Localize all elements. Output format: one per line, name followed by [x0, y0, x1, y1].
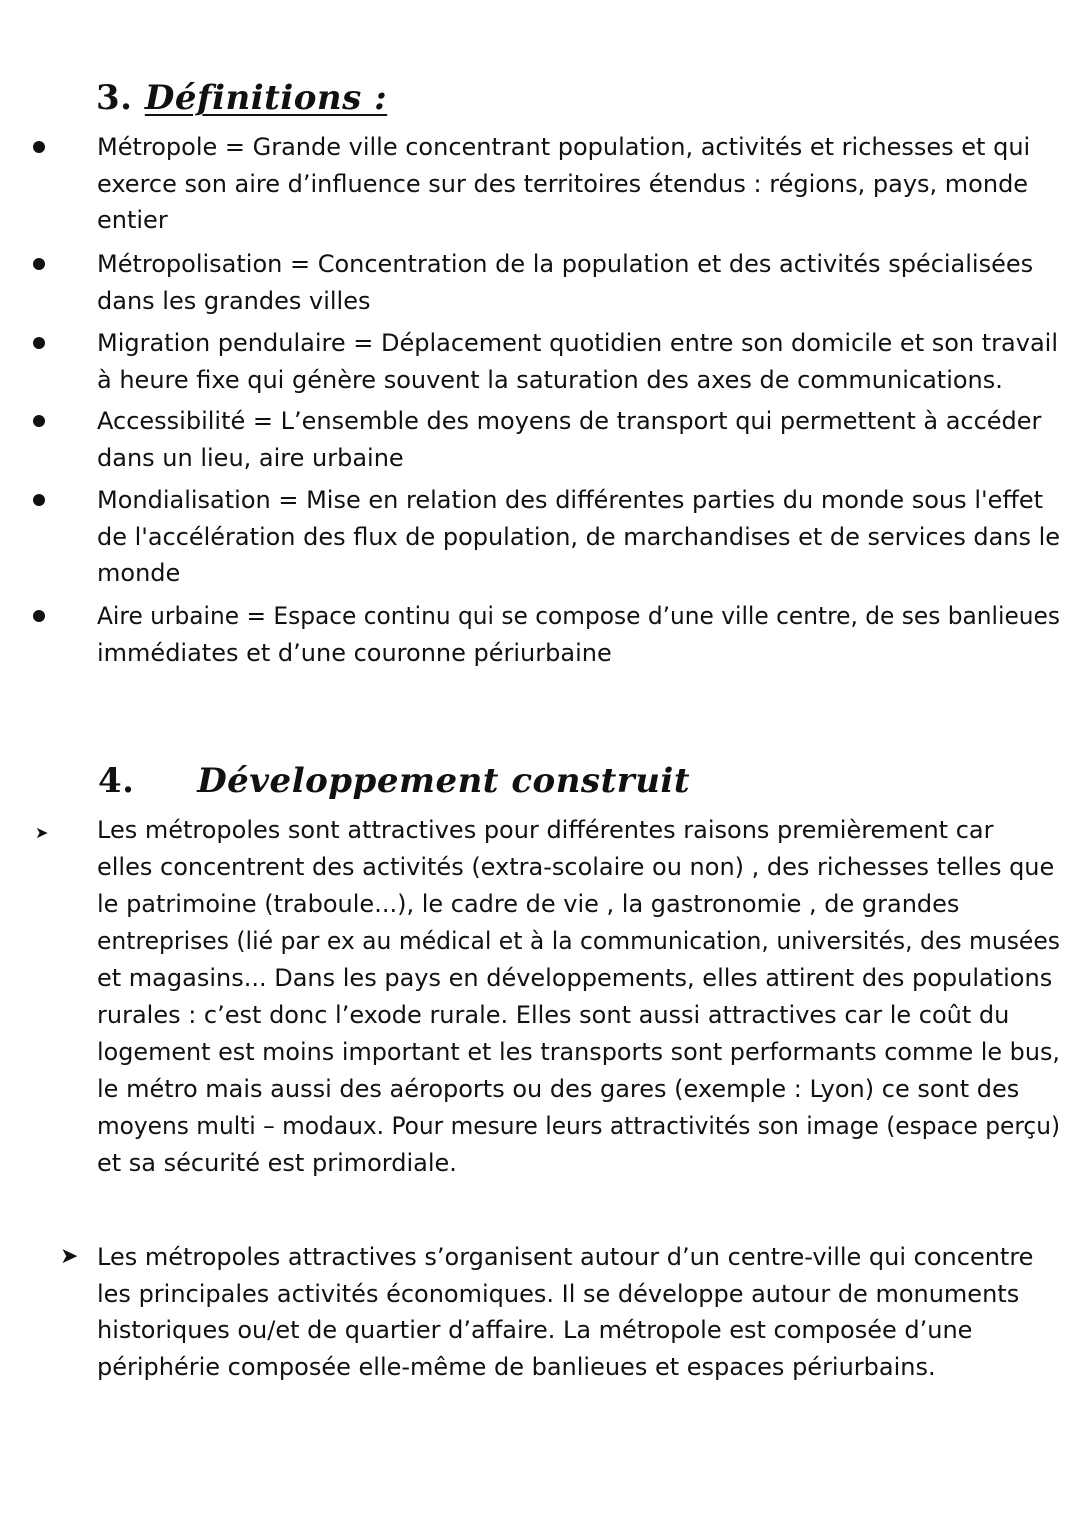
paragraph-attractivite: [97, 812, 1061, 1182]
definition-line: dans un lieu, aire urbaine: [97, 443, 404, 472]
definition-line: exerce son aire d’influence sur des territoires étendus : régions, pays, monde: [97, 169, 1029, 198]
definition-metropolisation: [97, 246, 1034, 319]
paragraph-line: Les métropoles attractives s’organisent autour d’un centre-ville qui concentre: [97, 1243, 1034, 1271]
bullet-dot-icon: [33, 258, 45, 270]
paragraph-line: les principales activités économiques. Il se développe autour de monuments: [97, 1279, 1020, 1308]
paragraph-line: Les métropoles sont attractives pour différentes raisons premièrement car: [97, 816, 994, 844]
definition-line: entier: [97, 206, 168, 234]
paragraph-line: périphérie composée elle-même de banlieues et espaces périurbains.: [97, 1352, 936, 1381]
bullet-dot-icon: [33, 415, 45, 427]
section-4-heading: [98, 761, 690, 801]
definition-line: monde: [97, 559, 181, 587]
definition-metropole: [97, 129, 1031, 239]
section-3-title: Définitions :: [144, 78, 388, 118]
section-3-number: 3.: [96, 78, 133, 118]
definition-line: de l'accélération des flux de population, de marchandises et de services dans le: [97, 522, 1061, 551]
bullet-dot-icon: [33, 141, 45, 153]
paragraph-line: et magasins... Dans les pays en développements, elles attirent des populations: [97, 964, 1053, 992]
paragraph-line: et sa sécurité est primordiale.: [97, 1149, 457, 1177]
definition-line: Mondialisation = Mise en relation des différentes parties du monde sous l'effet: [97, 486, 1044, 514]
arrow-bullet-icon: ➤: [60, 1244, 79, 1269]
bullet-dot-icon: [33, 610, 45, 622]
paragraph-line: elles concentrent des activités (extra-scolaire ou non) , des richesses telles que: [97, 853, 1055, 881]
definition-line: Migration pendulaire = Déplacement quotidien entre son domicile et son travail: [97, 329, 1058, 357]
definition-line: dans les grandes villes: [97, 286, 371, 315]
paragraph-organisation: [97, 1239, 1034, 1385]
paragraph-line: logement est moins important et les transports sont performants comme le bus,: [97, 1038, 1060, 1066]
section-3-heading: [96, 78, 387, 118]
paragraph-line: historiques ou/et de quartier d’affaire. La métropole est composée d’une: [97, 1316, 973, 1344]
definition-migration-pendulaire: [97, 325, 1058, 398]
definition-mondialisation: [97, 482, 1061, 592]
definition-line: Métropole = Grande ville concentrant population, activités et richesses et qui: [97, 133, 1031, 161]
definition-line: immédiates et d’une couronne périurbaine: [97, 638, 612, 667]
section-4-number: 4.: [98, 761, 135, 801]
paragraph-line: le patrimoine (traboule...), le cadre de vie , la gastronomie , de grandes: [97, 890, 960, 918]
paragraph-line: le métro mais aussi des aéroports ou des gares (exemple : Lyon) ce sont des: [97, 1075, 1020, 1103]
definition-line: Aire urbaine = Espace continu qui se compose d’une ville centre, de ses banlieues: [97, 602, 1060, 630]
definition-aire-urbaine: [97, 598, 1060, 671]
section-4-title: Développement construit: [197, 761, 691, 801]
paragraph-line: moyens multi – modaux. Pour mesure leurs attractivités son image (espace perçu): [97, 1112, 1061, 1140]
definition-line: à heure fixe qui génère souvent la saturation des axes de communications.: [97, 365, 1003, 394]
definition-line: Métropolisation = Concentration de la population et des activités spécialisées: [97, 250, 1034, 278]
bullet-dot-icon: [33, 337, 45, 349]
paragraph-line: entreprises (lié par ex au médical et à la communication, universités, des musées: [97, 927, 1060, 955]
paragraph-line: rurales : c’est donc l’exode rurale. Elles sont aussi attractives car le coût du: [97, 1001, 1010, 1029]
bullet-dot-icon: [33, 494, 45, 506]
arrow-bullet-icon: ➤: [35, 823, 49, 842]
definition-accessibilite: [97, 403, 1042, 476]
definition-line: Accessibilité = L’ensemble des moyens de transport qui permettent à accéder: [97, 407, 1042, 435]
